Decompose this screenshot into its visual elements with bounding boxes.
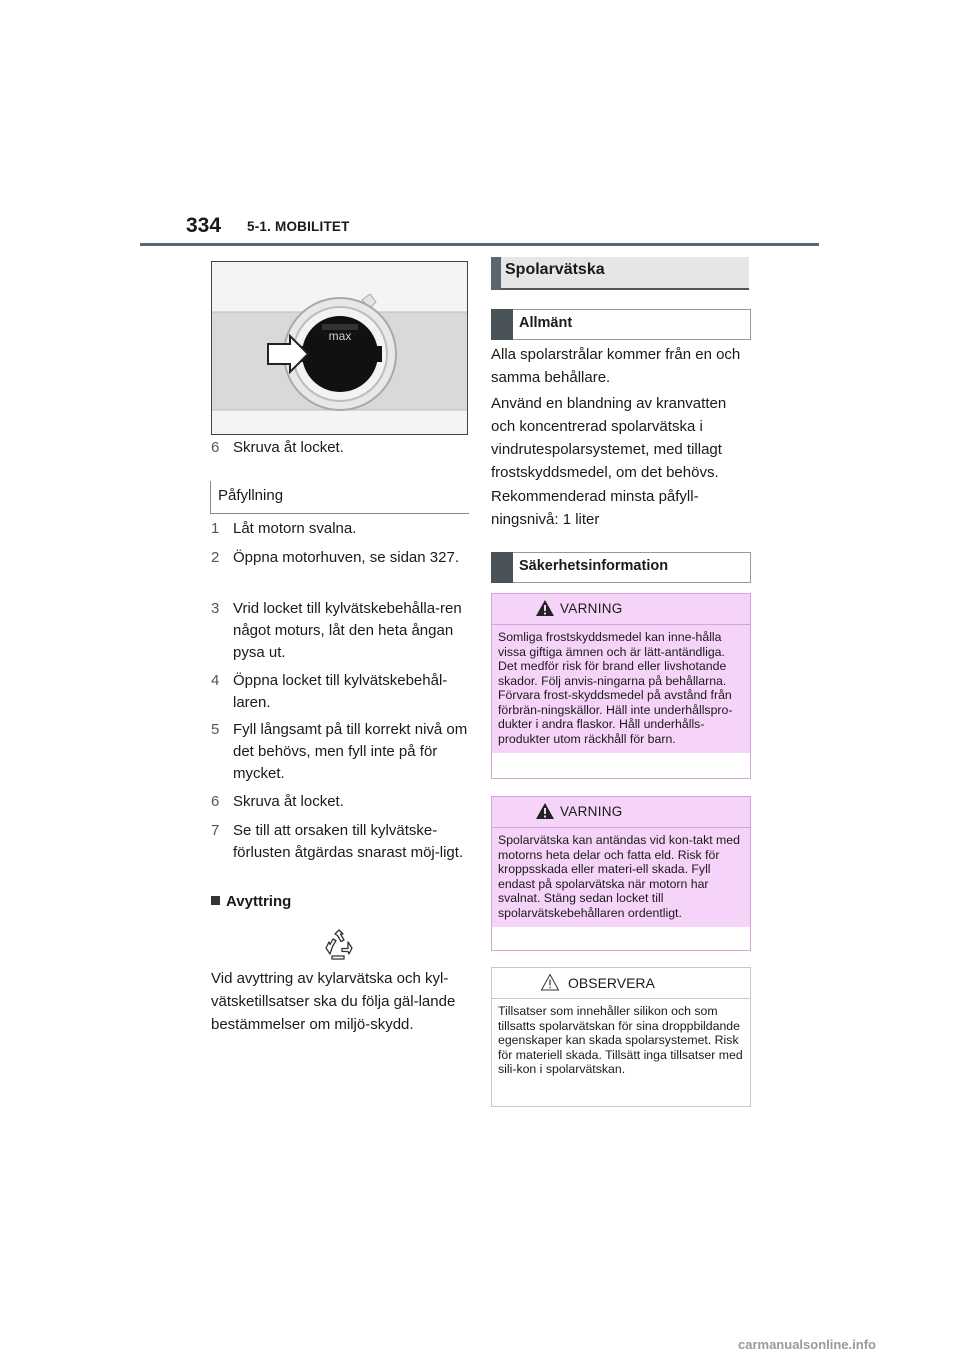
step-item xyxy=(211,719,473,785)
step-number: 2 xyxy=(211,549,220,566)
step-item xyxy=(211,670,473,714)
subsection-title: Allmänt xyxy=(519,315,573,331)
step-text: Öppna motorhuven, se sidan 327. xyxy=(233,549,459,566)
section-marker xyxy=(491,257,501,290)
step-text: Låt motorn svalna. xyxy=(233,520,357,537)
warning-text: Somliga frostskyddsmedel kan inne-hålla vissa giftiga ämnen och är lätt-antändliga. Det medför risk för brand eller livshotande skador. Följ anvis-ningarna på behållarna. Förvara frost-skyddsmedel på avstånd från förbrän-ningskällor. Häll inte underhållspro-dukter i andra flaskor. Håll underhålls-produkter utom räckhåll för barn. xyxy=(492,625,750,753)
note-text: Tillsatser som innehåller silikon och som tillsatts spolarvätskan för sina droppbildande egenskaper kan skada spolarsystemet. Risk för materiell skada. Tillsätt inga tillsatser med sili-kon i spolarvätskan. xyxy=(498,1004,743,1076)
warning-triangle-icon xyxy=(535,802,555,820)
step-text: Se till att orsaken till kylvätske-förlusten åtgärdas snarast möj-ligt. xyxy=(233,822,464,861)
step-text: Skruva åt locket. xyxy=(233,439,344,456)
section-header-spolarvatska xyxy=(491,257,749,290)
step-number: 3 xyxy=(211,600,220,617)
disposal-heading-text: Avyttring xyxy=(226,893,292,910)
step-item xyxy=(211,437,471,459)
cap-max-label: max xyxy=(328,329,352,343)
note-title: OBSERVERA xyxy=(568,975,655,991)
step-item xyxy=(211,791,473,813)
subsection-marker xyxy=(491,552,513,583)
step-item xyxy=(211,518,471,540)
square-bullet-icon xyxy=(211,896,220,905)
note-box-observera xyxy=(491,967,751,1107)
warning-text: Spolarvätska kan antändas vid kon-takt med motorns heta delar och fatta eld. Risk för kroppsskada eller materi-ell skada. Fyll endast på spolarvätska när motorn har svalnat. Stäng sedan locket till spolarvätskebehållaren ordentligt. xyxy=(492,828,750,927)
footer-watermark: carmanualsonline.info xyxy=(738,1337,876,1352)
disposal-paragraph: Vid avyttring av kylarvätska och kyl-vätsketillsatser ska du följa gäl-lande bestämmelser om miljö-skydd. xyxy=(211,970,456,1033)
step-number: 7 xyxy=(211,822,220,839)
disposal-heading xyxy=(211,893,291,910)
step-text: Vrid locket till kylvätskebehålla-ren något moturs, låt den heta ångan pysa ut. xyxy=(233,600,462,661)
warning-box-antifreeze xyxy=(491,593,751,779)
step-item xyxy=(211,547,461,569)
caution-triangle-icon xyxy=(540,973,560,991)
coolant-cap-illustration xyxy=(212,262,467,434)
page-number: 334 xyxy=(186,214,222,237)
step-text: Fyll långsamt på till korrekt nivå om det behövs, men fyll inte på för mycket. xyxy=(233,721,468,782)
note-header xyxy=(492,968,750,999)
recycle-icon xyxy=(322,928,356,962)
paragraph-minimum-level: Rekommenderad minsta påfyll-ningsnivå: 1 liter xyxy=(491,488,699,528)
step-text: Skruva åt locket. xyxy=(233,793,344,810)
coolant-cap-figure xyxy=(211,261,468,435)
step-number: 6 xyxy=(211,439,220,456)
step-item xyxy=(211,820,473,864)
step-number: 1 xyxy=(211,520,220,537)
paragraph-mixture: Använd en blandning av kranvatten och koncentrerad spolarvätska i vindrutespolarsystemet, med tillagt frostskyddsmedel, om det behövs. xyxy=(491,395,727,481)
subsection-marker xyxy=(491,309,513,340)
subheading-pafyllning: Påfyllning xyxy=(218,487,284,504)
chapter-title: 5-1. MOBILITET xyxy=(247,219,350,234)
step-text: Öppna locket till kylvätskebehål-laren. xyxy=(233,672,448,711)
subsection-title: Säkerhetsinformation xyxy=(519,558,669,574)
warning-title: VARNING xyxy=(560,601,623,616)
step-number: 6 xyxy=(211,793,220,810)
section-title: Spolarvätska xyxy=(505,261,605,278)
warning-triangle-icon xyxy=(535,599,555,617)
subsection-header-allmant xyxy=(491,309,751,340)
step-item xyxy=(211,598,473,664)
step-number: 5 xyxy=(211,721,220,738)
paragraph-shared-container: Alla spolarstrålar kommer från en och samma behållare. xyxy=(491,346,741,386)
warning-title: VARNING xyxy=(560,804,623,819)
warning-header xyxy=(492,594,750,625)
step-number: 4 xyxy=(211,672,220,689)
header-rule xyxy=(140,243,819,246)
warning-box-flammable xyxy=(491,796,751,951)
warning-header xyxy=(492,797,750,828)
subsection-header-sakerhet xyxy=(491,552,751,583)
